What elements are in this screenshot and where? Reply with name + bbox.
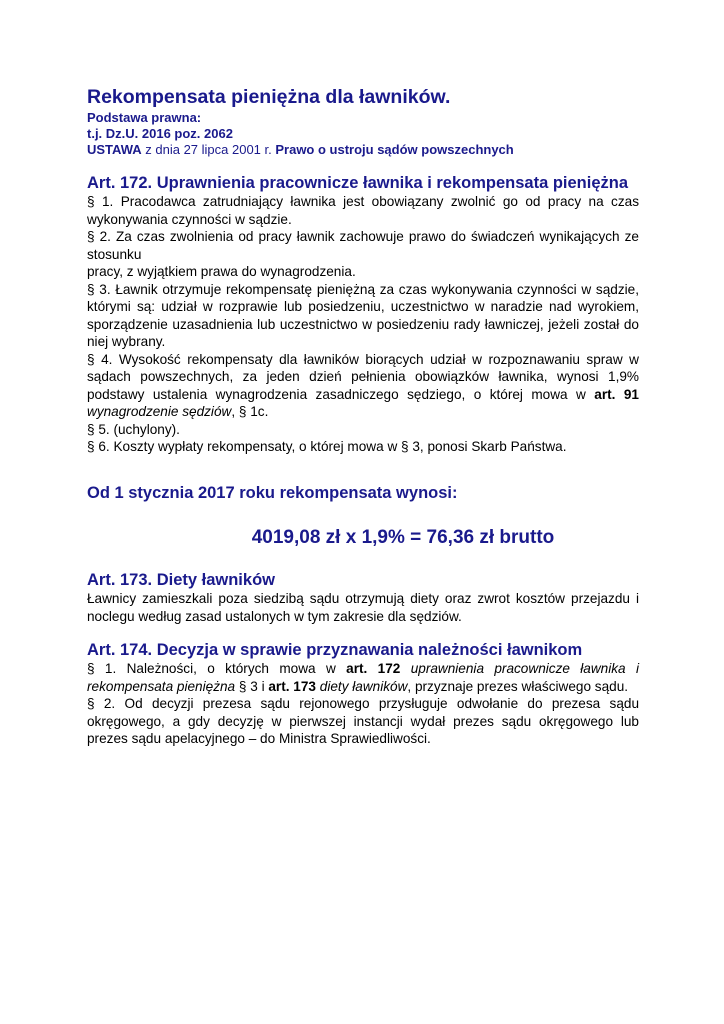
art174-heading: Art. 174. Decyzja w sprawie przyznawania należności ławnikom: [87, 641, 583, 659]
article-173: [87, 570, 639, 625]
art173-text: Ławnicy zamieszkali poza siedzibą sądu otrzymują diety oraz zwrot kosztów przejazdu i noclegu według zasad ustalonych w tym zakresie dla sędziów.: [87, 591, 639, 624]
art172-par4-end: , § 1c.: [231, 404, 269, 419]
art172-par4-text: § 4. Wysokość rekompensaty dla ławników biorących udział w rozpoznawaniu spraw w sądach powszechnych, za jeden dzień pełnienia obowiązków ławnika, wynosi 1,9% podstawy ustalenia wynagrodzenia zasadniczego sędziego, o której mowa w: [87, 351, 639, 402]
art172-ref: art. 172: [346, 661, 401, 676]
art91-ref: art. 91: [594, 386, 639, 402]
art91-title: wynagrodzenie sędziów: [87, 404, 232, 419]
art172-par5: § 5. (uchylony).: [87, 421, 180, 437]
legal-basis: [87, 110, 639, 158]
header-block: [87, 86, 639, 158]
art172-par3: § 3. Ławnik otrzymuje rekompensatę pieniężną za czas wykonywania czynności w sądzie, którymi są: udział w rozprawie lub posiedzeniu, uczestnictwo w naradzie nad wyrokiem, sporządzenie uzasadnienia lub uczestnictwo w posiedzeniu rady ławniczej, jeżeli został do niej wybrany.: [87, 281, 639, 349]
basis-date: z dnia 27 lipca 2001 r.: [141, 142, 276, 157]
basis-tj: t.j. Dz.U. 2016 poz. 2062: [87, 126, 233, 141]
art174-par1-a: § 1. Należności, o których mowa w: [87, 661, 347, 676]
art172-par2b: pracy, z wyjątkiem prawa do wynagrodzenia.: [87, 264, 356, 279]
art172-par2a: § 2. Za czas zwolnienia od pracy ławnik zachowuje prawo do świadczeń wynikających ze stosunku: [87, 229, 639, 262]
art174-par1-c: , przyznaje prezes właściwego sądu.: [407, 678, 629, 694]
art174-par1: [87, 660, 639, 695]
basis-ustawa: USTAWA: [87, 142, 142, 157]
article-172: [87, 173, 639, 456]
art172-par1: § 1. Pracodawca zatrudniający ławnika jest obowiązany zwolnić go od pracy na czas wykonywania czynności w sądzie.: [87, 194, 639, 227]
art173-title: diety ławników: [316, 678, 408, 694]
page-title: Rekompensata pieniężna dla ławników.: [87, 86, 451, 108]
art173-heading: Art. 173. Diety ławników: [87, 571, 275, 589]
art172-title: uprawnienia pracownicze ławnika i rekompensata pieniężna: [87, 661, 639, 694]
art174-par1-b: § 3 i: [235, 678, 269, 694]
art174-par2: § 2. Od decyzji prezesa sądu rejonowego przysługuje odwołanie do prezesa sądu okręgowego, a gdy decyzję w pierwszej instancji wydał prezes sądu okręgowego lub prezes sądu apelacyjnego – do Ministra Sprawiedliwości.: [87, 696, 639, 746]
art172-par4: [87, 351, 639, 421]
art173-ref: art. 173: [268, 678, 316, 694]
art172-heading: Art. 172. Uprawnienia pracownicze ławnika i rekompensata pieniężna: [87, 174, 629, 192]
from-2017-heading: Od 1 stycznia 2017 roku rekompensata wynosi:: [87, 484, 458, 502]
basis-label: Podstawa prawna:: [87, 110, 202, 125]
article-174: [87, 640, 639, 748]
basis-act-name: Prawo o ustroju sądów powszechnych: [275, 142, 514, 157]
formula: 4019,08 zł x 1,9% = 76,36 zł brutto: [251, 527, 555, 548]
art172-par6: § 6. Koszty wypłaty rekompensaty, o której mowa w § 3, ponosi Skarb Państwa.: [87, 439, 567, 454]
